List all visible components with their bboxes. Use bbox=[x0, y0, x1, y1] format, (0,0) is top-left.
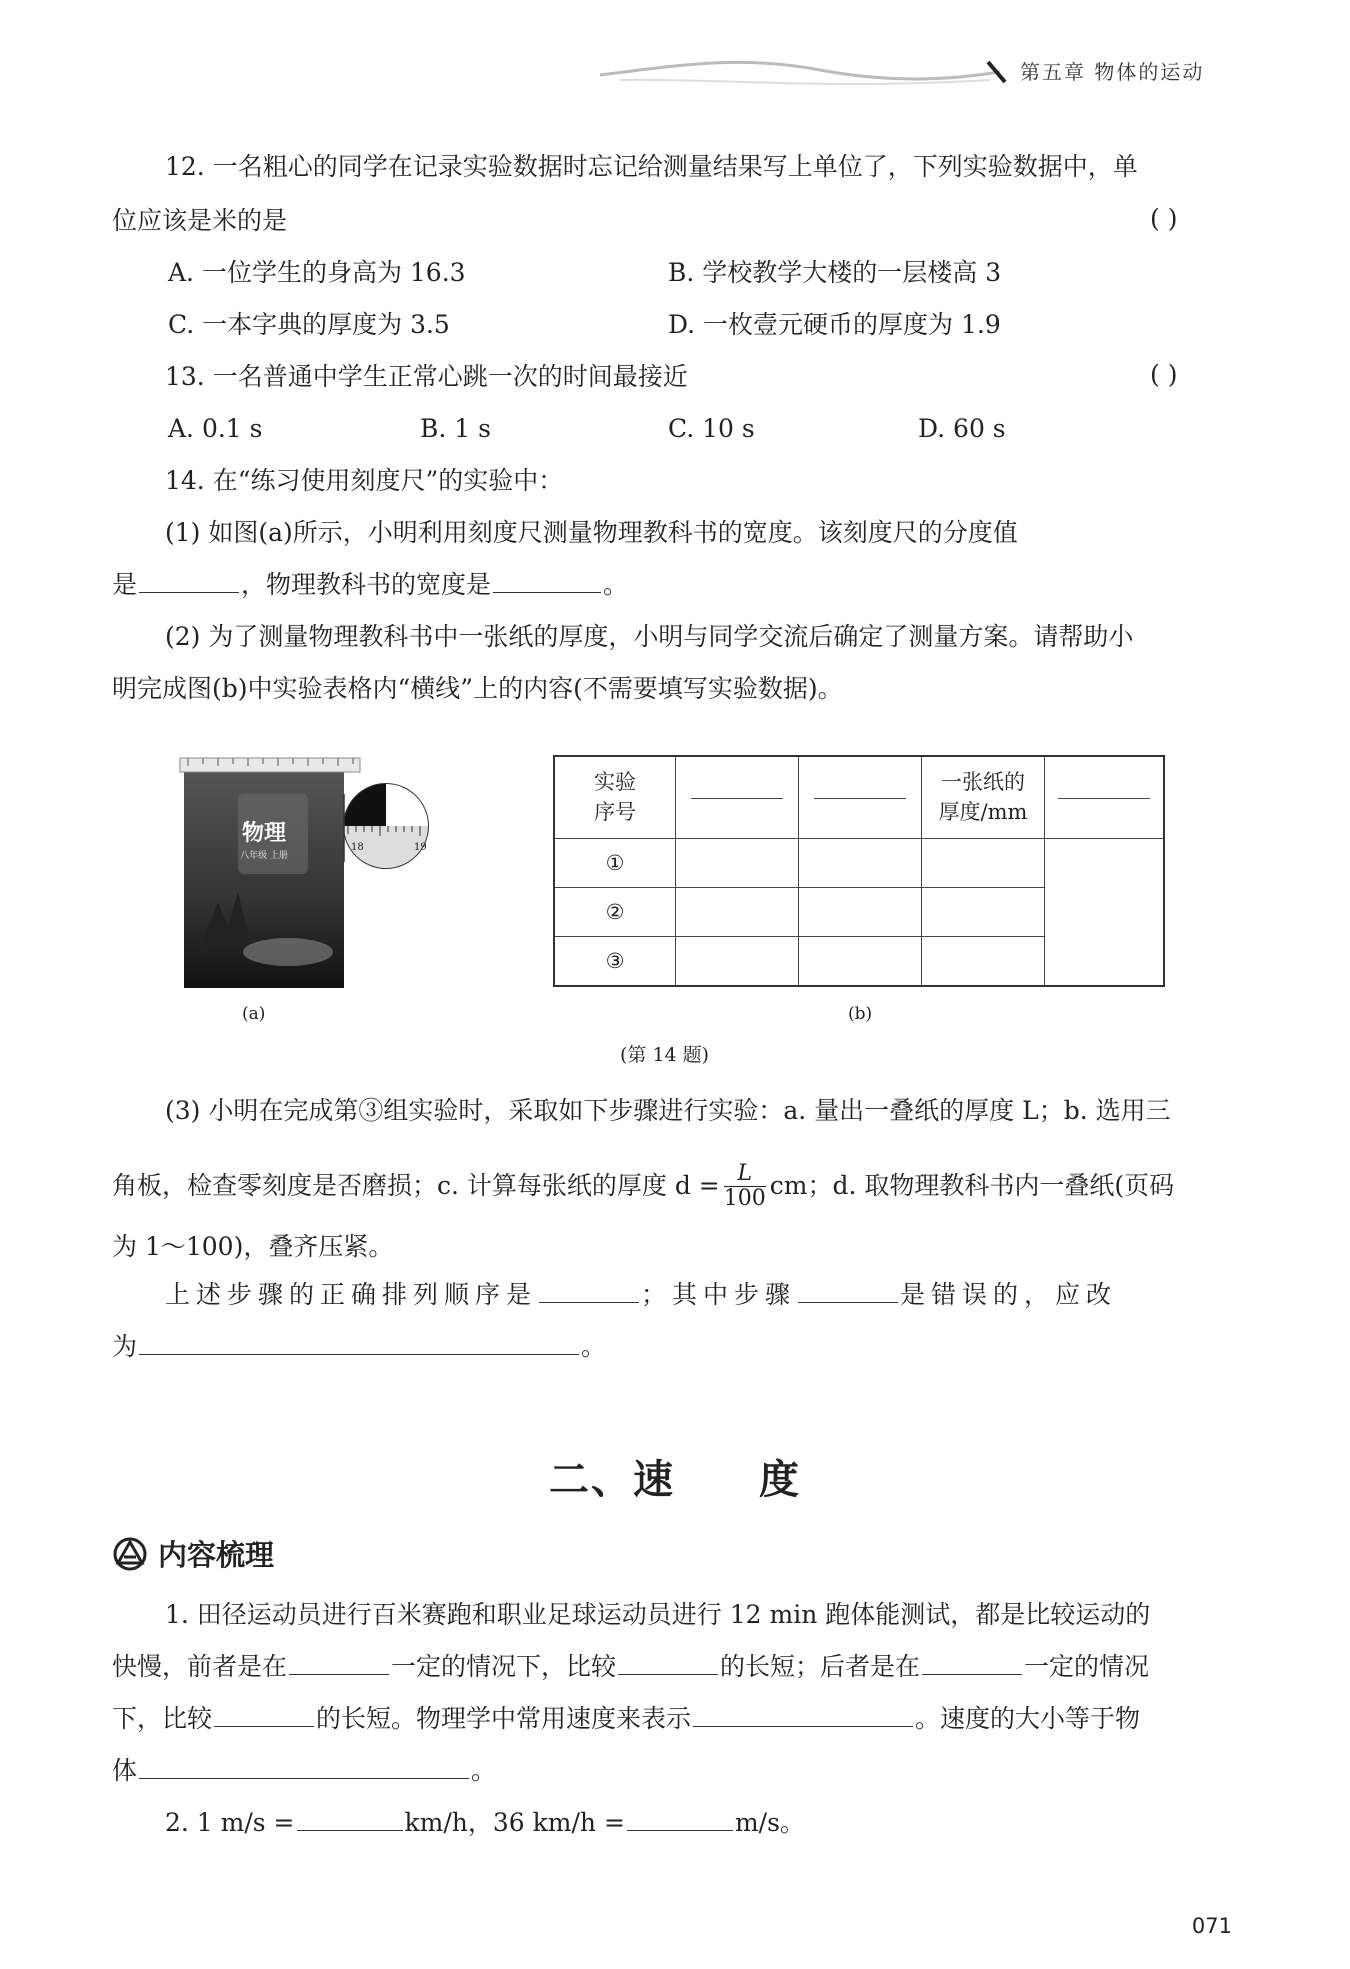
ruler-tick-19: 19 bbox=[414, 842, 427, 853]
figure-caption: (第 14 题) bbox=[620, 1044, 710, 1066]
row-seq-1: ① bbox=[554, 838, 676, 887]
header-thickness: 一张纸的 厚度/mm bbox=[922, 756, 1045, 838]
q13-option-d: D. 60 s bbox=[918, 414, 1006, 443]
q14-part3-line1: (3) 小明在完成第③组实验时，采取如下步骤进行实验：a. 量出一叠纸的厚度 L；b. 选用三 bbox=[165, 1096, 1171, 1125]
header-decoration bbox=[600, 50, 1010, 90]
s1-line2: 快慢，前者是在 一定的情况下，比较 的长短；后者是在 一定的情况 bbox=[112, 1652, 1150, 1681]
row-seq-2: ② bbox=[554, 887, 676, 936]
q12-option-a: A. 一位学生的身高为 16.3 bbox=[168, 258, 466, 287]
chapter-header: 第五章 物体的运动 bbox=[1020, 60, 1205, 84]
answer-blank-5[interactable] bbox=[693, 1702, 913, 1727]
header-blank-2[interactable] bbox=[799, 756, 922, 838]
q14-part3-line2-pre: 角板，检查零刻度是否磨损；c. 计算每张纸的厚度 d = bbox=[112, 1171, 720, 1200]
answer-blank-4[interactable] bbox=[214, 1702, 314, 1727]
q14-part1-pre: 是 bbox=[112, 570, 138, 599]
q14-part1-mid: ，物理教科书的宽度是 bbox=[241, 570, 492, 599]
subheading bbox=[112, 1533, 274, 1574]
answer-blank-6[interactable] bbox=[139, 1754, 469, 1779]
q12-line2: 位应该是米的是 bbox=[112, 206, 288, 235]
header-blank-3[interactable] bbox=[1045, 756, 1165, 838]
q14-part2-line1: (2) 为了测量物理教科书中一张纸的厚度，小明与同学交流后确定了测量方案。请帮助小 bbox=[165, 622, 1134, 651]
answer-blank-2[interactable] bbox=[618, 1650, 718, 1675]
q12-answer-paren: ( ) bbox=[1150, 204, 1178, 233]
figure-a-book bbox=[178, 752, 433, 990]
answer-blank-division[interactable] bbox=[139, 568, 239, 593]
answer-blank-correction[interactable] bbox=[139, 1330, 579, 1355]
q12-option-d: D. 一枚壹元硬币的厚度为 1.9 bbox=[668, 310, 1001, 339]
q14-part1-end: 。 bbox=[603, 570, 629, 599]
table-cell bbox=[922, 936, 1045, 986]
q14-part4-line2: 为 。 bbox=[112, 1332, 607, 1361]
table-cell bbox=[799, 838, 922, 887]
q13-stem: 13. 一名普通中学生正常心跳一次的时间最接近 bbox=[165, 362, 688, 391]
s2-line: 2. 1 m/s = km/h，36 km/h = m/s。 bbox=[165, 1808, 805, 1837]
q14-part2-line2: 明完成图(b)中实验表格内“横线”上的内容(不需要填写实验数据)。 bbox=[112, 674, 843, 703]
table-cell bbox=[676, 936, 799, 986]
caption-a: (a) bbox=[242, 1004, 266, 1024]
header-seq: 实验 序号 bbox=[554, 756, 676, 838]
table-cell bbox=[922, 887, 1045, 936]
q12-option-c: C. 一本字典的厚度为 3.5 bbox=[168, 310, 450, 339]
answer-blank-width[interactable] bbox=[493, 568, 601, 593]
table-cell bbox=[922, 838, 1045, 887]
s1-line1: 1. 田径运动员进行百米赛跑和职业足球运动员进行 12 min 跑体能测试，都是比较运动的 bbox=[165, 1600, 1151, 1629]
caption-b: (b) bbox=[848, 1004, 873, 1024]
book-title: 物理 bbox=[241, 821, 287, 846]
table-cell bbox=[676, 887, 799, 936]
page-number: 071 bbox=[1191, 1914, 1232, 1938]
experiment-table bbox=[553, 755, 1165, 987]
triangle-circle-icon bbox=[112, 1537, 148, 1571]
q14-part1-line2 bbox=[112, 568, 628, 602]
fraction-L-over-100: $\frac{L}{100}$ bbox=[723, 1160, 766, 1211]
q13-option-b: B. 1 s bbox=[420, 414, 491, 443]
answer-blank-8[interactable] bbox=[627, 1806, 733, 1831]
q14-part1-line1: (1) 如图(a)所示，小明利用刻度尺测量物理教科书的宽度。该刻度尺的分度值 bbox=[165, 518, 1018, 547]
answer-blank-3[interactable] bbox=[922, 1650, 1022, 1675]
q12-line1: 12. 一名粗心的同学在记录实验数据时忘记给测量结果写上单位了，下列实验数据中，单 bbox=[165, 152, 1138, 181]
table-cell bbox=[676, 838, 799, 887]
table-cell-merged bbox=[1045, 838, 1165, 986]
answer-blank-1[interactable] bbox=[289, 1650, 389, 1675]
s1-line3: 下，比较 的长短。物理学中常用速度来表示 。速度的大小等于物 bbox=[112, 1704, 1141, 1733]
table-cell bbox=[799, 887, 922, 936]
section-title: 二、速 度 bbox=[549, 1457, 801, 1503]
answer-blank-step[interactable] bbox=[798, 1278, 898, 1303]
q12-option-b: B. 学校教学大楼的一层楼高 3 bbox=[668, 258, 1002, 287]
header-blank-1[interactable] bbox=[676, 756, 799, 838]
answer-blank-7[interactable] bbox=[297, 1806, 403, 1831]
book-grade: 八年级 上册 bbox=[240, 851, 288, 861]
ruler-tick-18: 18 bbox=[351, 842, 364, 853]
answer-blank-order[interactable] bbox=[539, 1278, 639, 1303]
q14-part3-line2 bbox=[112, 1156, 1174, 1216]
q14-part4-line1: 上述步骤的正确排列顺序是 ；其中步骤 是错误的，应改 bbox=[165, 1280, 1118, 1309]
q13-option-a: A. 0.1 s bbox=[168, 414, 263, 443]
q14-part3-line2-post: cm；d. 取物理教科书内一叠纸(页码 bbox=[769, 1171, 1175, 1200]
s1-line4: 体 。 bbox=[112, 1756, 497, 1785]
subheading-text: 内容梳理 bbox=[158, 1538, 275, 1572]
q13-option-c: C. 10 s bbox=[668, 414, 755, 443]
q14-stem: 14. 在“练习使用刻度尺”的实验中： bbox=[165, 466, 564, 495]
q14-part3-line3: 为 1～100)，叠齐压紧。 bbox=[112, 1232, 394, 1261]
row-seq-3: ③ bbox=[554, 936, 676, 986]
table-cell bbox=[799, 936, 922, 986]
q13-answer-paren: ( ) bbox=[1150, 360, 1178, 389]
